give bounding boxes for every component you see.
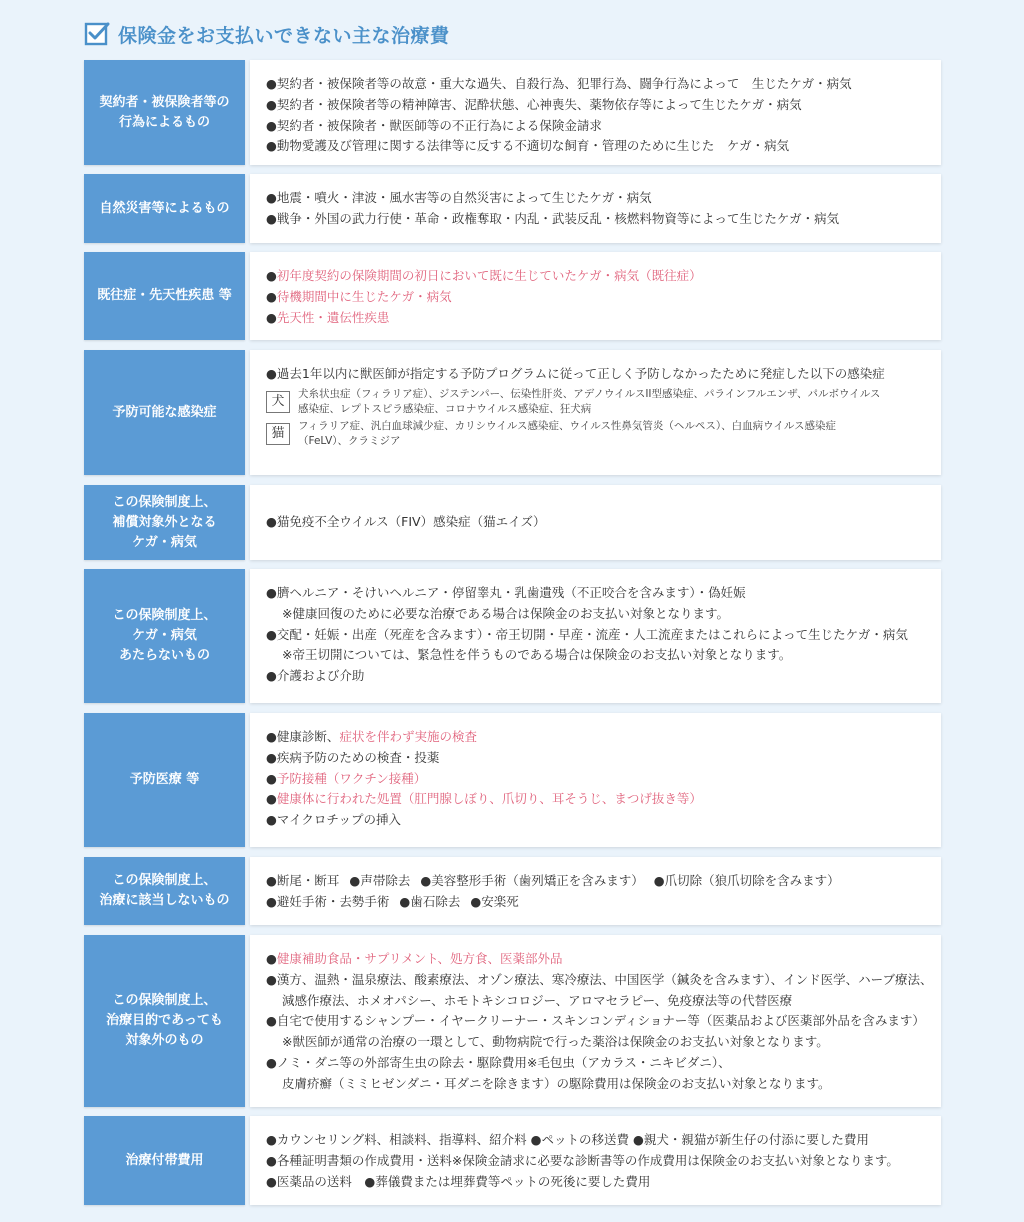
cat-badge: 猫	[266, 423, 290, 445]
row-label: この保険制度上、 補償対象外となる ケガ・病気	[84, 485, 245, 560]
list-item: ●臍ヘルニア・そけいヘルニア・停留睾丸・乳歯遺残（不正咬合を含みます）・偽妊娠	[266, 585, 746, 600]
list-item: ●契約者・被保険者等の精神障害、泥酔状態、心神喪失、薬物依存等によって生じたケガ・病気	[266, 96, 802, 112]
list-item: ●医薬品の送料 ●葬儀費または埋葬費等ペットの死後に要した費用	[266, 1173, 651, 1189]
row-content	[250, 935, 941, 1107]
list-item: ●避妊手術・去勢手術	[266, 893, 390, 909]
table-row	[84, 350, 941, 475]
list-item-group	[266, 892, 929, 913]
row-label: この保険制度上、 治療に該当しないもの	[84, 857, 245, 925]
list-item: ●ノミ・ダニ等の外部寄生虫の除去・駆除費用※毛包虫（アカラス・ニキビダニ）、	[266, 1054, 731, 1070]
row-content	[250, 857, 941, 925]
list-item-group	[266, 871, 929, 892]
table-row	[84, 569, 941, 703]
checkbox-check-icon	[84, 21, 110, 47]
dog-badge: 犬	[266, 391, 290, 413]
list-item: ●マイクロチップの挿入	[266, 812, 402, 828]
list-item: ●猫免疫不全ウイルス（FIV）感染症（猫エイズ）	[266, 514, 546, 530]
list-item: ●健康体に行われた処置（肛門腺しぼり、爪切り、耳そうじ、まつげ抜き等）	[266, 791, 702, 807]
row-content	[250, 60, 941, 165]
list-item: ●過去1年以内に獣医師が指定する予防プログラムに従って正しく予防しなかったために発症した以下の感染症	[266, 366, 885, 381]
cat-disease-list	[266, 419, 929, 449]
row-content	[250, 485, 941, 560]
table-row	[84, 60, 941, 165]
list-item: ●自宅で使用するシャンプー・イヤークリーナー・スキンコンディショナー等（医薬品および医薬部外品を含みます）	[266, 1013, 925, 1029]
list-item: ●待機期間中に生じたケガ・病気	[266, 288, 452, 304]
list-item: ●健康補助食品・サプリメント、処方食、医薬部外品	[266, 951, 563, 966]
table-row	[84, 935, 941, 1107]
list-item: ●安楽死	[470, 893, 519, 909]
list-item: ●断尾・断耳	[266, 873, 340, 888]
table-row	[84, 485, 941, 560]
list-item: ●介護および介助	[266, 668, 365, 684]
row-content	[250, 252, 941, 340]
list-item-continued: 減感作療法、ホメオパシー、ホモトキシコロジー、アロマセラピー、免疫療法等の代替医療	[282, 992, 793, 1008]
list-item: ●爪切除（狼爪切除を含みます）	[653, 873, 840, 888]
row-content	[250, 713, 941, 847]
list-item: ●疾病予防のための検査・投薬	[266, 749, 440, 765]
note-text: ※獣医師が通常の治療の一環として、動物病院で行った薬浴は保険金のお支払い対象となります。	[282, 1034, 829, 1050]
list-item: ●交配・妊娠・出産（死産を含みます）・帝王切開・早産・流産・人工流産またはこれらによって生じたケガ・病気	[266, 626, 908, 642]
row-content	[250, 1116, 941, 1205]
row-content	[250, 350, 941, 475]
list-item: ●予防接種（ワクチン接種）	[266, 770, 427, 786]
list-item: ●カウンセリング料、相談料、指導料、紹介料 ●ペットの移送費 ●親犬・親猫が新生仔の付添に要した費用	[266, 1132, 869, 1147]
table-row	[84, 1116, 941, 1205]
list-item: ●美容整形手術（歯列矯正を含みます）	[420, 873, 644, 888]
row-content	[250, 569, 941, 703]
list-item: ●漢方、温熱・温泉療法、酸素療法、オゾン療法、寒冷療法、中国医学（鍼灸を含みます）、インド医学、ハーブ療法、	[266, 971, 933, 987]
list-item: ●契約者・被保険者・獣医師等の不正行為による保険金請求	[266, 117, 602, 133]
list-item: ●戦争・外国の武力行使・革命・政権奪取・内乱・武装反乱・核燃料物資等によって生じたケガ・病気	[266, 210, 840, 226]
row-label: この保険制度上、 ケガ・病気 あたらないもの	[84, 569, 245, 703]
list-item-continued: 皮膚疥癬（ミミヒゼンダニ・耳ダニを除きます）の駆除費用は保険金のお支払い対象となります。	[282, 1075, 831, 1091]
note-text: ※健康回復のために必要な治療である場合は保険金のお支払い対象となります。	[282, 605, 729, 621]
row-label: 予防医療 等	[84, 713, 245, 847]
list-item: ●健康診断、症状を伴わず実施の検査	[266, 729, 477, 744]
list-item: ●各種証明書類の作成費用・送料※保険金請求に必要な診断書等の作成費用は保険金のお支払い対象となります。	[266, 1152, 899, 1168]
page-title: 保険金をお支払いできない主な治療費	[118, 24, 450, 47]
list-item: ●初年度契約の保険期間の初日において既に生じていたケガ・病気（既往症）	[266, 268, 702, 283]
list-item: ●地震・噴火・津波・風水害等の自然災害によって生じたケガ・病気	[266, 190, 652, 205]
table-row	[84, 174, 941, 243]
list-item: ●歯石除去	[399, 893, 461, 909]
table-row	[84, 713, 941, 847]
table-row	[84, 857, 941, 925]
list-item: ●声帯除去	[349, 873, 411, 888]
dog-disease-text: 犬糸状虫症（フィラリア症）、ジステンパー、伝染性肝炎、アデノウイルスII型感染症、パラインフルエンザ、パルボウイルス 感染症、レプトスピラ感染症、コロナウイルス感染症、狂犬病	[298, 387, 881, 415]
table-row	[84, 252, 941, 340]
note-text: ※帝王切開については、緊急性を伴うものである場合は保険金のお支払い対象となります。	[282, 647, 792, 663]
row-label: 自然災害等によるもの	[84, 174, 245, 243]
dog-disease-list	[266, 387, 929, 417]
row-label: 契約者・被保険者等の 行為によるもの	[84, 60, 245, 165]
row-label: この保険制度上、 治療目的であっても 対象外のもの	[84, 935, 245, 1107]
page-title-bar	[84, 18, 450, 50]
row-content	[250, 174, 941, 243]
row-label: 既往症・先天性疾患 等	[84, 252, 245, 340]
list-item: ●契約者・被保険者等の故意・重大な過失、自殺行為、犯罪行為、闘争行為によって 生じたケガ・病気	[266, 76, 852, 91]
cat-disease-text: フィラリア症、汎白血球減少症、カリシウイルス感染症、ウイルス性鼻気管炎（ヘルペス）、白血病ウイルス感染症 （FeLV）、クラミジア	[298, 419, 837, 447]
row-label: 予防可能な感染症	[84, 350, 245, 475]
list-item: ●動物愛護及び管理に関する法律等に反する不適切な飼育・管理のために生じた ケガ・病気	[266, 138, 790, 154]
row-label: 治療付帯費用	[84, 1116, 245, 1205]
list-item: ●先天性・遺伝性疾患	[266, 309, 390, 325]
